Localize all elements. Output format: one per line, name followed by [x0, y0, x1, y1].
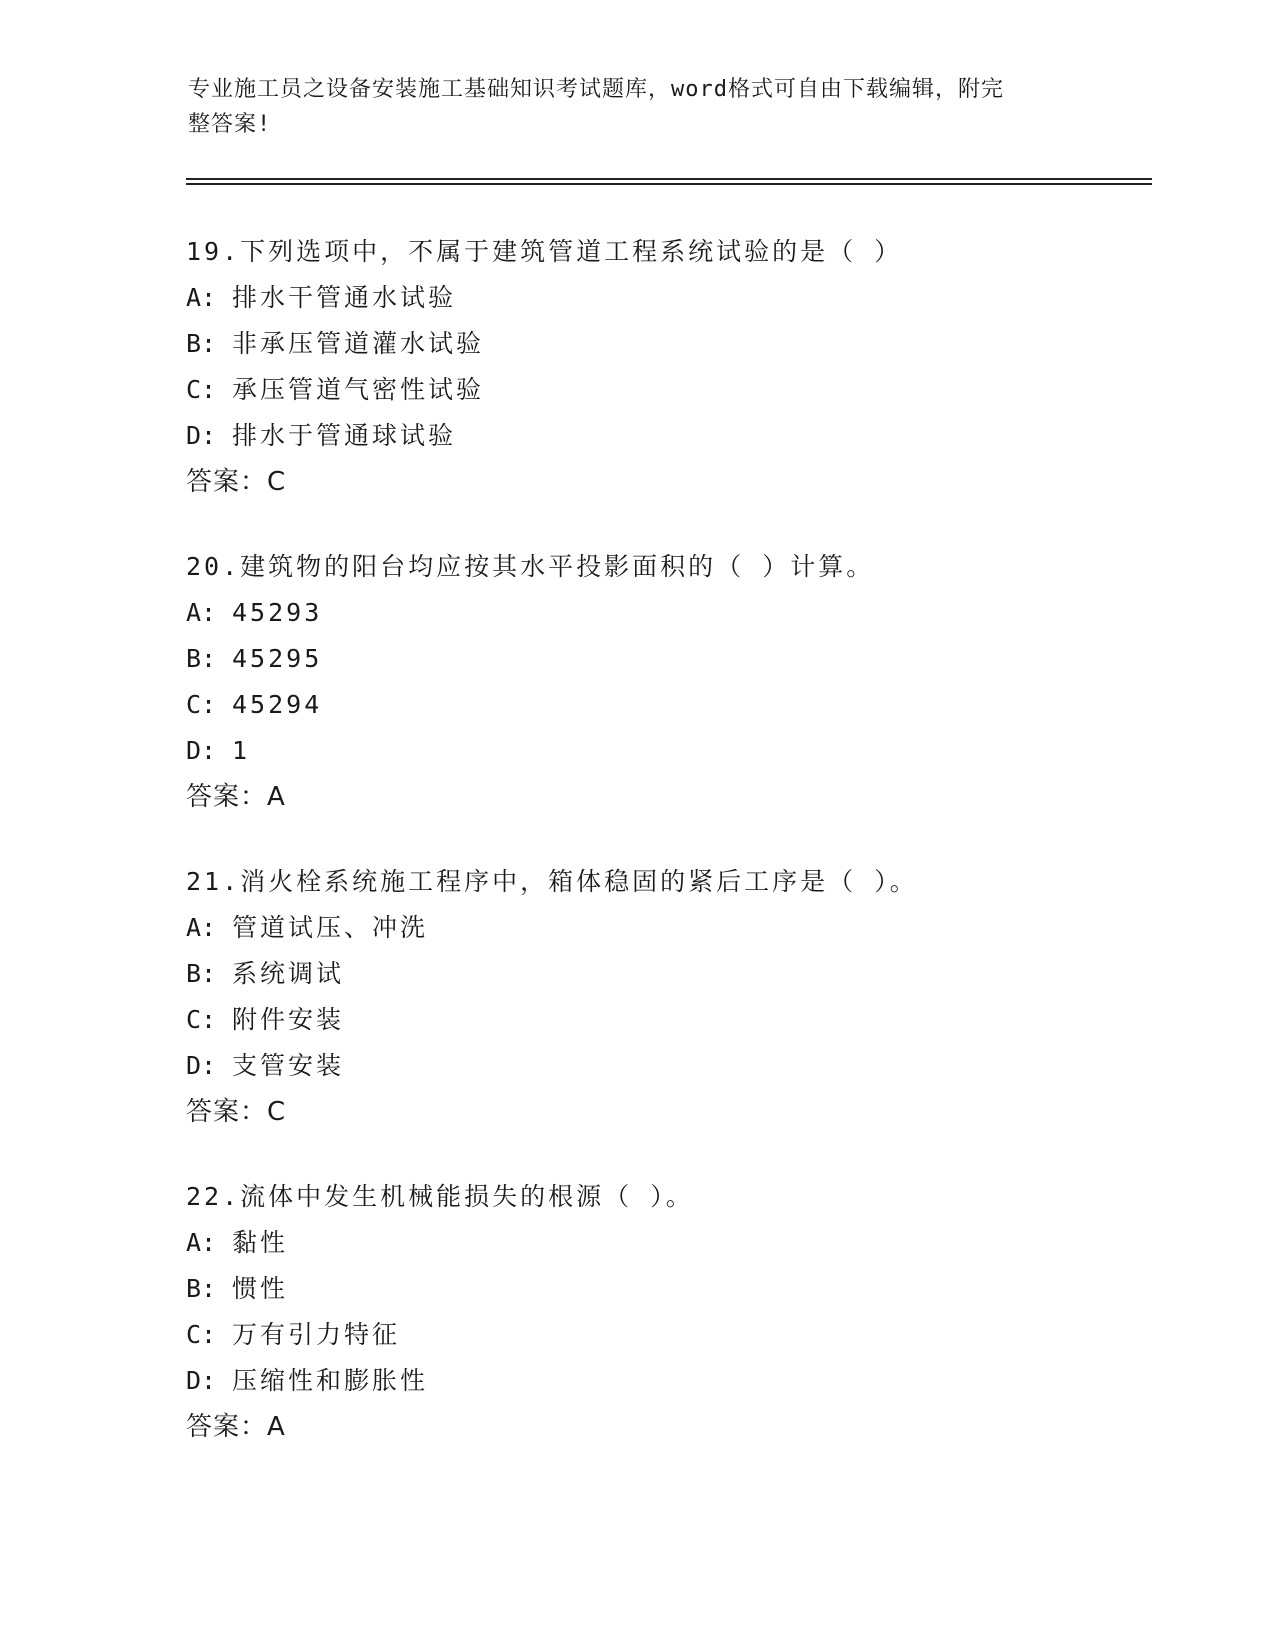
- option-text: 非承压管道灌水试验: [232, 329, 485, 358]
- answer-line: 答案：A: [186, 1412, 286, 1442]
- question-stem: 20.建筑物的阳台均应按其水平投影面积的（ ）计算。: [186, 552, 875, 581]
- option-a: [186, 1220, 1166, 1266]
- option-key: A:: [186, 1228, 217, 1257]
- answer-line: 答案：C: [186, 1097, 287, 1127]
- answer-line: 答案：A: [186, 782, 286, 812]
- header-line-2: 整答案!: [188, 112, 272, 137]
- option-text: 附件安装: [232, 1005, 345, 1034]
- option-text: 45295: [232, 644, 323, 673]
- option-b: [186, 1266, 1166, 1312]
- document-header: [188, 72, 1068, 142]
- option-text: 惯性: [232, 1274, 289, 1303]
- option-text: 1: [232, 736, 251, 765]
- question-stem: 19.下列选项中，不属于建筑管道工程系统试验的是（ ）: [186, 237, 903, 266]
- option-key: A:: [186, 913, 217, 942]
- option-key: D:: [186, 736, 217, 765]
- question-22: [186, 1174, 1166, 1450]
- option-key: A:: [186, 283, 217, 312]
- option-key: B:: [186, 959, 217, 988]
- option-key: C:: [186, 690, 217, 719]
- option-key: C:: [186, 1005, 217, 1034]
- option-a: [186, 275, 1166, 321]
- option-text: 排水于管通球试验: [232, 421, 457, 450]
- header-divider-bottom: [186, 183, 1152, 185]
- option-key: C:: [186, 1320, 217, 1349]
- header-line-1: 专业施工员之设备安装施工基础知识考试题库，word格式可自由下载编辑，附完: [188, 77, 1004, 102]
- option-a: [186, 905, 1166, 951]
- option-text: 万有引力特征: [232, 1320, 401, 1349]
- option-text: 支管安装: [232, 1051, 345, 1080]
- option-text: 排水干管通水试验: [232, 283, 457, 312]
- option-key: D:: [186, 421, 217, 450]
- question-19: [186, 229, 1166, 505]
- option-key: D:: [186, 1366, 217, 1395]
- option-text: 45294: [232, 690, 323, 719]
- option-text: 45293: [232, 598, 323, 627]
- option-d: [186, 413, 1166, 459]
- option-c: [186, 367, 1166, 413]
- option-key: C:: [186, 375, 217, 404]
- option-c: [186, 1312, 1166, 1358]
- option-d: [186, 1358, 1166, 1404]
- option-key: B:: [186, 1274, 217, 1303]
- option-c: [186, 682, 1166, 728]
- option-text: 黏性: [232, 1228, 289, 1257]
- header-divider-top: [186, 178, 1152, 180]
- option-a: [186, 590, 1166, 636]
- option-text: 系统调试: [232, 959, 345, 988]
- option-key: B:: [186, 329, 217, 358]
- question-20: [186, 544, 1166, 820]
- option-key: B:: [186, 644, 217, 673]
- option-text: 管道试压、冲洗: [232, 913, 429, 942]
- option-key: D:: [186, 1051, 217, 1080]
- option-text: 压缩性和膨胀性: [232, 1366, 429, 1395]
- option-text: 承压管道气密性试验: [232, 375, 485, 404]
- option-key: A:: [186, 598, 217, 627]
- question-stem: 22.流体中发生机械能损失的根源（ ）。: [186, 1182, 694, 1211]
- option-b: [186, 321, 1166, 367]
- option-d: [186, 728, 1166, 774]
- option-b: [186, 636, 1166, 682]
- question-21: [186, 859, 1166, 1135]
- option-d: [186, 1043, 1166, 1089]
- option-b: [186, 951, 1166, 997]
- option-c: [186, 997, 1166, 1043]
- answer-line: 答案：C: [186, 467, 287, 497]
- question-stem: 21.消火栓系统施工程序中，箱体稳固的紧后工序是（ ）。: [186, 867, 918, 896]
